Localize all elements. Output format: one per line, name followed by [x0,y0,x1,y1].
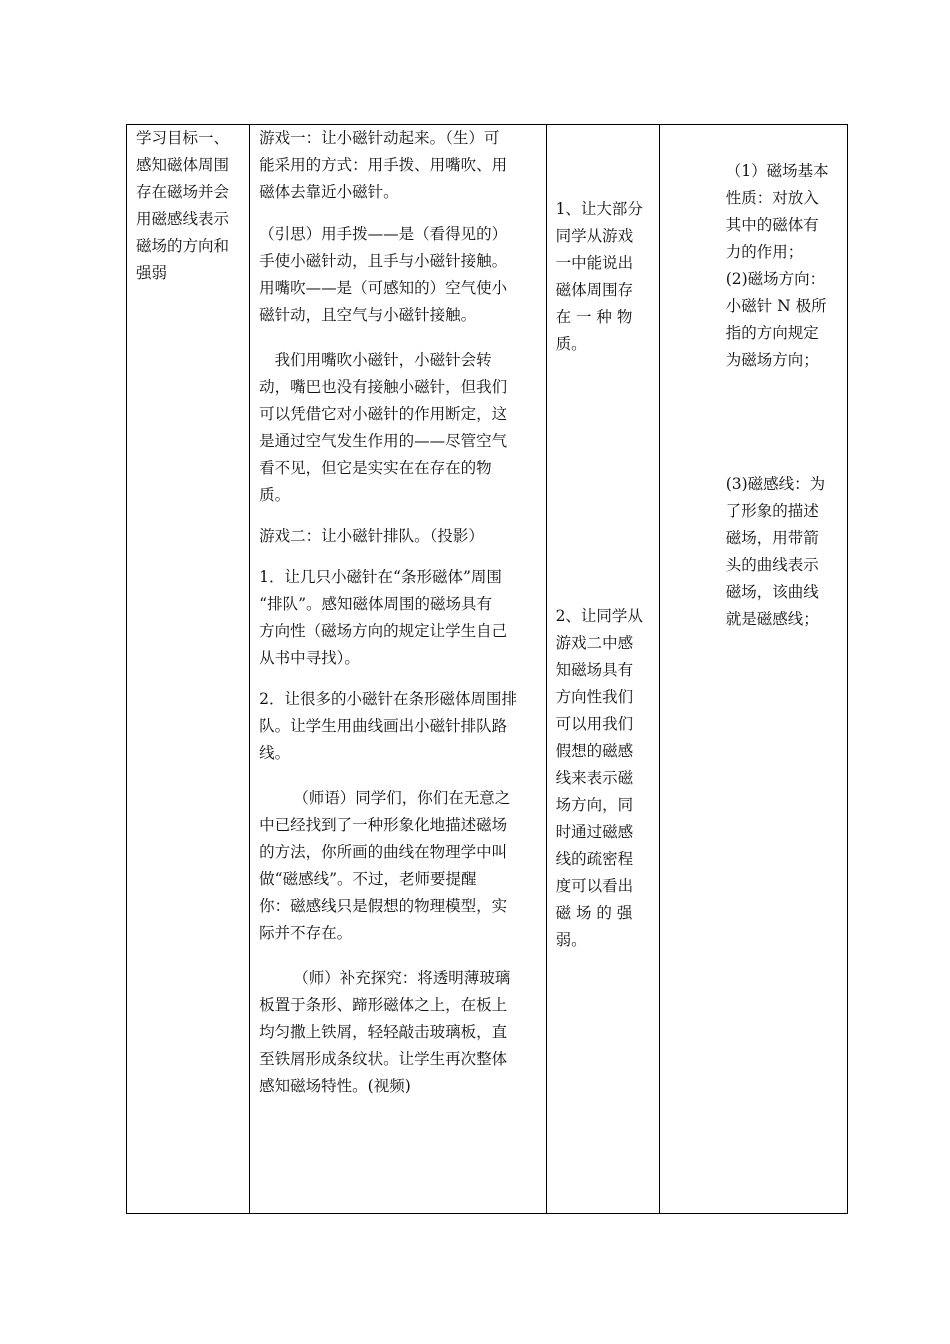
text-line: （1）磁场基本 [725,162,829,180]
intent-two-paragraph [556,603,653,954]
text-line: 1．让几只小磁针在“条形磁体”周围 [259,568,502,586]
text-line: 一中能说出 [555,254,634,272]
summary-one-paragraph [726,158,839,374]
text-line: 感知磁体周围 [136,156,230,174]
teaching-activities-text [250,125,545,1100]
text-line: 是通过空气发生作用的——尽管空气 [259,432,508,450]
text-line: 质。 [555,335,587,353]
text-line: 度可以看出 [555,877,634,895]
teaching-activities-cell [250,125,546,1214]
text-line: 从书中寻找）。 [259,649,360,667]
text-line: 1、让大部分 [555,200,643,218]
text-line: 线。 [259,744,291,762]
text-line: 指的方向规定 [725,324,819,342]
supplementary-inquiry-paragraph [259,965,539,1100]
text-line: 均匀撒上铁屑，轻轻敲击玻璃板，直 [259,1023,508,1041]
text-line: 存在磁场并会 [136,183,230,201]
text-line: 线的疏密程 [555,850,634,868]
text-line: 用磁感线表示 [136,210,230,228]
text-line: 板置于条形、蹄形磁体之上，在板上 [259,996,508,1014]
text-line: 力的作用； [725,243,804,261]
text-line: 磁场，该曲线 [725,583,819,601]
text-line: 我们用嘴吹小磁针，小磁针会转 [274,351,492,369]
text-line: 方向性我们 [555,688,634,706]
lesson-plan-table [126,124,848,1214]
learning-objective-text [127,125,249,287]
design-intent-text [547,125,659,954]
step-two-paragraph [259,686,539,767]
knowledge-summary-text [660,125,847,633]
text-line: 看不见，但它是实实在在存在的物 [259,459,492,477]
text-line: 就是磁感线； [725,610,819,628]
text-line: 性质：对放入 [725,189,819,207]
text-line: 小磁针 N 极所 [725,297,827,315]
text-line: 2、让同学从 [555,607,643,625]
text-line: （引思）用手拨——是（看得见的） [259,225,508,243]
table-row [127,125,848,1214]
text-line: 磁体去靠近小磁针。 [259,183,399,201]
text-line: 中已经找到了一种形象化地描述磁场 [259,816,508,834]
step-one-paragraph [259,564,539,672]
text-line: 其中的磁体有 [725,216,819,234]
text-line: 假想的磁感 [555,742,634,760]
text-line: 做“磁感线”。不过，老师要提醒 [259,870,477,888]
game-two-heading [259,523,539,550]
text-line: 至铁屑形成条纹状。让学生再次整体 [259,1050,508,1068]
design-intent-cell [546,125,659,1214]
text-line: 可以用我们 [555,715,634,733]
game-one-paragraph [259,125,539,206]
text-line: 能采用的方式：用手拨、用嘴吹、用 [259,156,508,174]
text-line: 游戏二：让小磁针排队。（投影） [259,527,484,545]
text-line: 场方向，同 [555,796,634,814]
knowledge-summary-cell [659,125,847,1214]
guided-thinking-paragraph [259,221,539,329]
text-line: 你：磁感线只是假想的物理模型，实 [259,897,508,915]
text-line: 知磁场具有 [555,661,634,679]
text-line: 在 一 种 物 [555,308,633,326]
text-line: 游戏二中感 [555,634,634,652]
intent-one-paragraph [556,196,653,358]
text-line: 弱。 [555,931,587,949]
text-line: 队。让学生用曲线画出小磁针排队路 [259,717,508,735]
text-line: “排队”。感知磁体周围的磁场具有 [259,595,493,613]
text-line: 方向性（磁场方向的规定让学生自己 [259,622,508,640]
summary-two-paragraph [726,471,839,633]
text-line: （师语）同学们，你们在无意之 [293,789,511,807]
text-line: (3)磁感线：为 [725,475,826,493]
text-line: 际并不存在。 [259,924,353,942]
text-line: 时通过磁感 [555,823,634,841]
text-line: 磁场，用带箭 [725,529,819,547]
text-line: 头的曲线表示 [725,556,819,574]
text-line: 可以凭借它对小磁针的作用断定，这 [259,405,508,423]
text-line: 线来表示磁 [555,769,634,787]
text-line: 磁针动，且空气与小磁针接触。 [259,306,477,324]
learning-objective-cell [127,125,250,1214]
text-line: 2．让很多的小磁针在条形磁体周围排 [259,690,518,708]
text-line: 磁 场 的 强 [555,904,633,922]
text-line: 学习目标一、 [136,129,230,147]
text-line: 为磁场方向； [725,351,819,369]
text-line: 磁体周围存 [555,281,634,299]
text-line: 了形象的描述 [725,502,819,520]
blowing-explanation-paragraph [259,347,539,509]
text-line: (2)磁场方向： [725,270,826,288]
text-line: 用嘴吹——是（可感知的）空气使小 [259,279,508,297]
text-line: （师）补充探究：将透明薄玻璃 [293,969,511,987]
text-line: 同学从游戏 [555,227,634,245]
text-line: 质。 [259,486,291,504]
text-line: 磁场的方向和 [136,237,230,255]
text-line: 动，嘴巴也没有接触小磁针，但我们 [259,378,508,396]
text-line: 的方法，你所画的曲线在物理学中叫 [259,843,508,861]
teacher-remark-paragraph [259,785,539,947]
text-line: 感知磁场特性。(视频) [259,1077,411,1095]
text-line: 手使小磁针动，且手与小磁针接触。 [259,252,508,270]
text-line: 游戏一：让小磁针动起来。（生）可 [259,129,500,147]
text-line: 强弱 [136,264,168,282]
